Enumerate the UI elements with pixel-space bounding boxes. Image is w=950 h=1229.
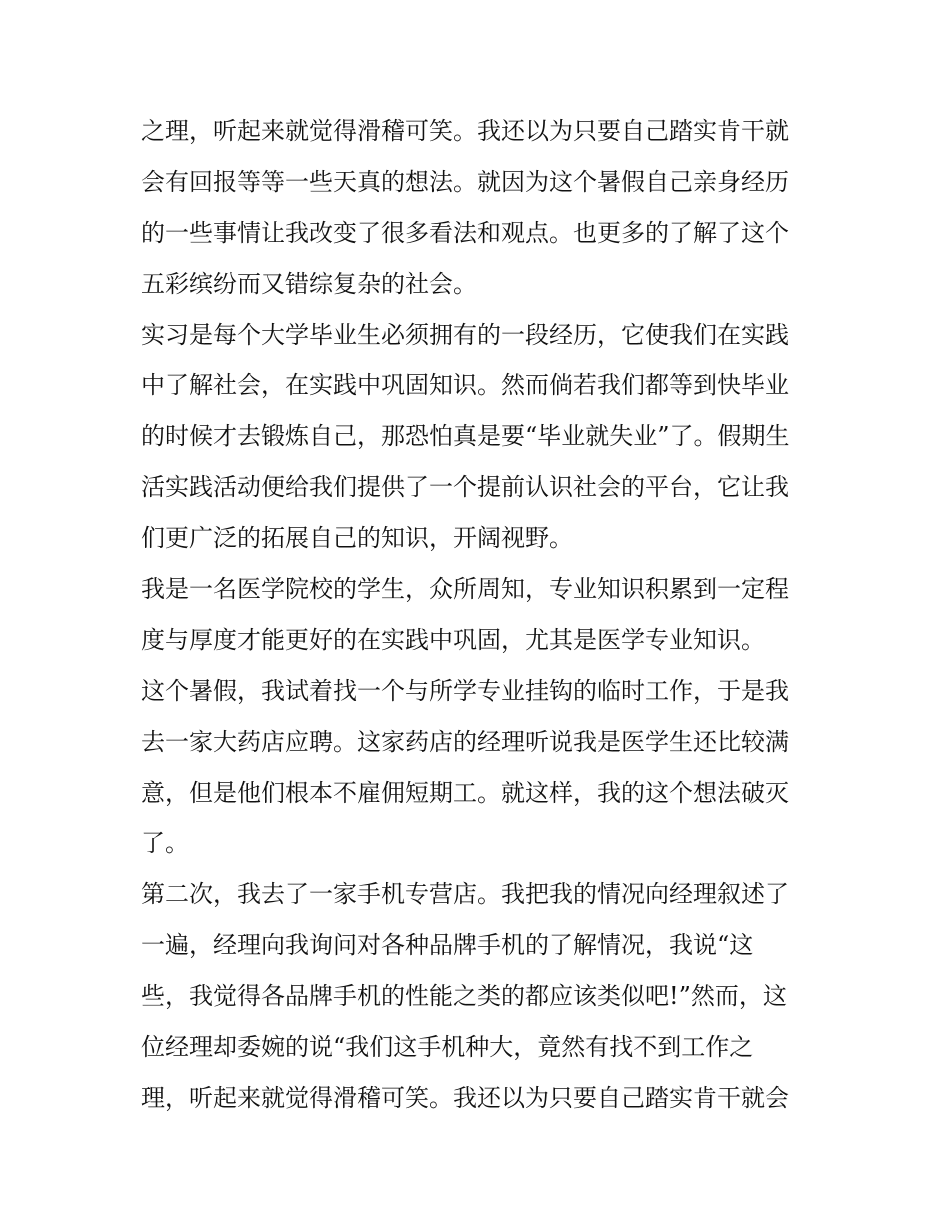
text-line: 些，我觉得各品牌手机的性能之类的都应该类似吧!”然而，这 [141, 982, 787, 1011]
text-line: 这个暑假，我试着找一个与所学专业挂钩的临时工作，于是我 [141, 676, 789, 705]
text-line: 中了解社会，在实践中巩固知识。然而倘若我们都等到快毕业 [141, 371, 789, 400]
text-line: 会有回报等等一些天真的想法。就因为这个暑假自己亲身经历 [141, 167, 789, 196]
text-line: 五彩缤纷而又错综复杂的社会。 [141, 269, 477, 298]
text-line: 实习是每个大学毕业生必须拥有的一段经历，它使我们在实践 [141, 320, 789, 349]
text-line: 意，但是他们根本不雇佣短期工。就这样，我的这个想法破灭 [141, 778, 789, 807]
text-line: 去一家大药店应聘。这家药店的经理听说我是医学生还比较满 [141, 727, 789, 756]
text-line: 一遍，经理向我询问对各种品牌手机的了解情况，我说“这 [141, 931, 754, 960]
text-line: 第二次，我去了一家手机专营店。我把我的情况向经理叙述了 [141, 880, 789, 909]
text-line: 理，听起来就觉得滑稽可笑。我还以为只要自己踏实肯干就会 [141, 1083, 789, 1112]
text-line: 的时候才去锻炼自己，那恐怕真是要“毕业就失业”了。假期生 [141, 422, 790, 451]
text-line: 了。 [141, 829, 189, 858]
text-line: 之理，听起来就觉得滑稽可笑。我还以为只要自己踏实肯干就 [141, 117, 789, 145]
body-text [141, 106, 821, 1124]
text-line: 活实践活动便给我们提供了一个提前认识社会的平台，它让我 [141, 473, 789, 502]
text-line: 们更广泛的拓展自己的知识，开阔视野。 [141, 524, 573, 553]
text-line: 我是一名医学院校的学生，众所周知，专业知识积累到一定程 [141, 575, 789, 604]
text-line: 度与厚度才能更好的在实践中巩固，尤其是医学专业知识。 [141, 625, 765, 654]
text-line: 的一些事情让我改变了很多看法和观点。也更多的了解了这个 [141, 218, 789, 247]
text-line: 位经理却委婉的说“我们这手机种大，竟然有找不到工作之 [141, 1033, 754, 1062]
